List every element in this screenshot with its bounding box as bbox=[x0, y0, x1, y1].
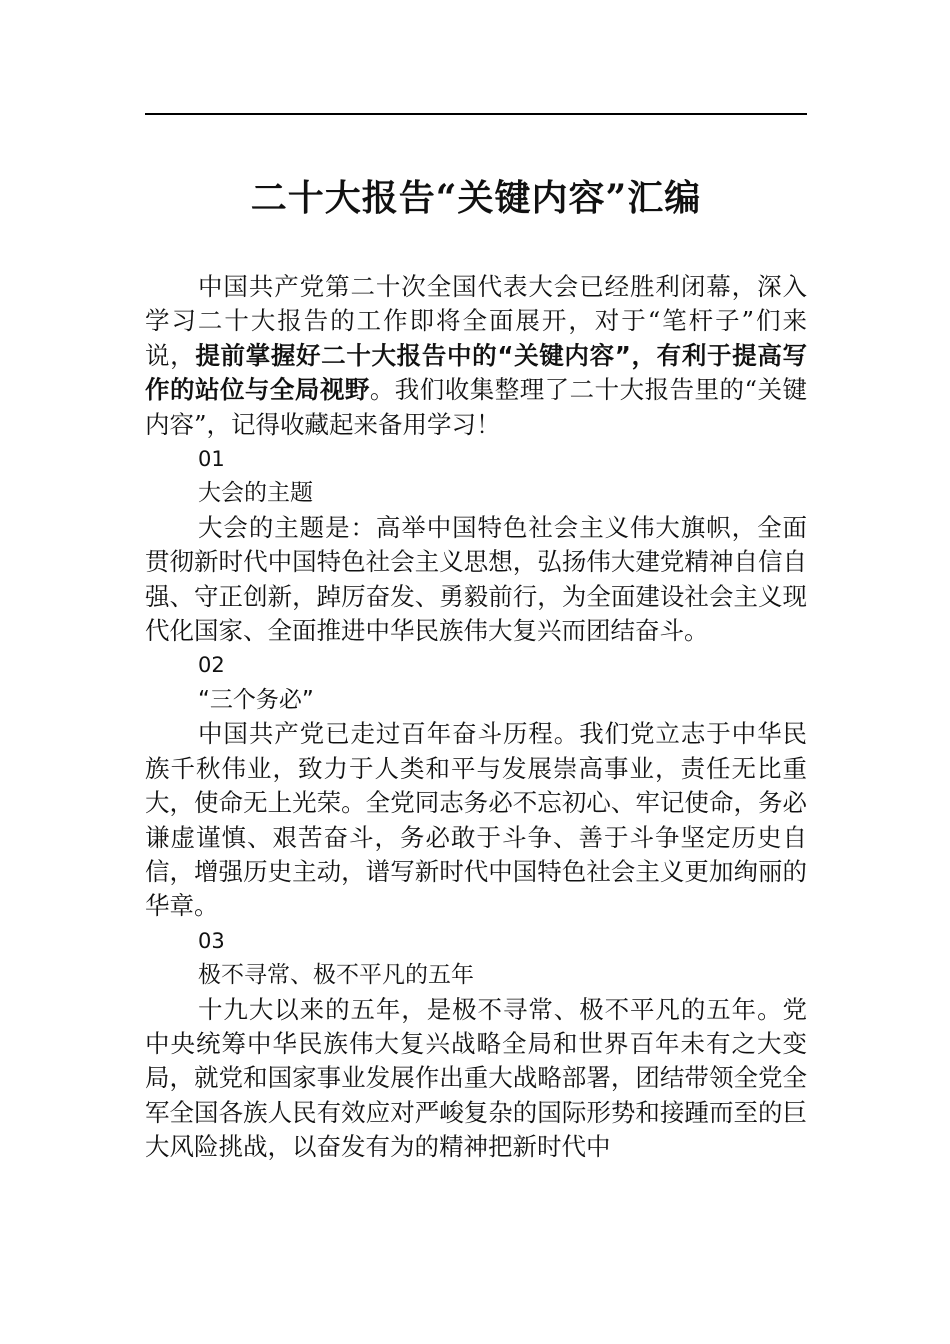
section-number: 02 bbox=[198, 653, 225, 678]
section-number: 01 bbox=[198, 447, 225, 472]
intro-text-1: 中国共产党第二十次全国代表大会已经胜利闭幕，深入学习二十大报告的工作即将全面展开，对于“笔杆子”们来说， bbox=[145, 272, 807, 370]
intro-bold-text: 提前掌握好二十大报告中的“关键内容”，有利于提高写作的站位与全局视野 bbox=[145, 340, 808, 405]
section-heading: 大会的主题 bbox=[198, 480, 313, 507]
header-rule bbox=[145, 113, 807, 115]
document-body bbox=[145, 270, 807, 1165]
intro-paragraph bbox=[145, 270, 807, 442]
section-heading: “三个务必” bbox=[198, 686, 314, 713]
document-title: 二十大报告“关键内容”汇编 bbox=[250, 177, 702, 219]
section-number: 03 bbox=[198, 928, 225, 953]
section-paragraph: 中国共产党已走过百年奋斗历程。我们党立志于中华民族千秋伟业，致力于人类和平与发展崇高事业，责任无比重大，使命无上光荣。全党同志务必不忘初心、牢记使命，务必谦虚谨慎、艰苦奋斗，务必敢于斗争、善于斗争坚定历史自信，增强历史主动，谱写新时代中国特色社会主义更加绚丽的华章。 bbox=[145, 719, 807, 921]
section-heading: 极不寻常、极不平凡的五年 bbox=[198, 962, 474, 989]
section-paragraph: 大会的主题是：高举中国特色社会主义伟大旗帜，全面贯彻新时代中国特色社会主义思想，弘扬伟大建党精神自信自强、守正创新，踔厉奋发、勇毅前行，为全面建设社会主义现代化国家、全面推进中华民族伟大复兴而团结奋斗。 bbox=[145, 512, 807, 646]
section-paragraph: 十九大以来的五年，是极不寻常、极不平凡的五年。党中央统筹中华民族伟大复兴战略全局和世界百年未有之大变局，就党和国家事业发展作出重大战略部署，团结带领全党全军全国各族人民有效应对严峻复杂的国际形势和接踵而至的巨大风险挑战，以奋发有为的精神把新时代中 bbox=[145, 994, 807, 1162]
intro-text-2: 。我们收集整理了二十大报告里的“关键内容”，记得收藏起来备用学习！ bbox=[145, 375, 808, 439]
